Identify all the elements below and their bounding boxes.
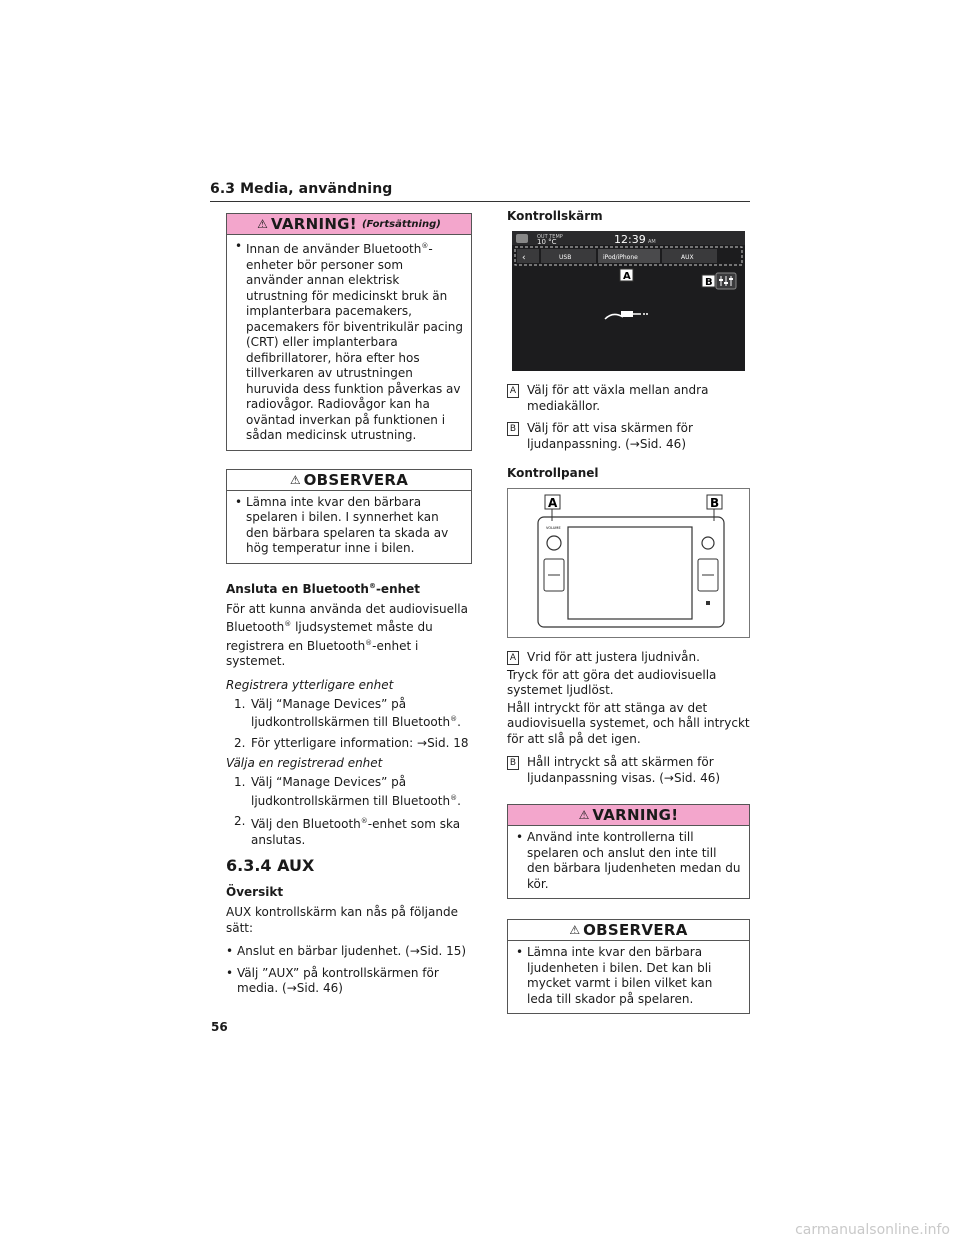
overview-bullet-1 bbox=[226, 944, 472, 960]
clock: 12:39 bbox=[614, 233, 646, 246]
registered-mark: ® bbox=[450, 793, 458, 802]
step-number: 2. bbox=[234, 735, 246, 750]
panel-item-b bbox=[507, 755, 750, 786]
volume-knob[interactable] bbox=[547, 536, 561, 550]
connect-paragraph bbox=[226, 602, 472, 670]
panel-item-a-text: Vrid för att justera ljudnivån. bbox=[527, 650, 700, 664]
control-panel-heading: Kontrollpanel bbox=[507, 466, 599, 480]
aux-section-title: 6.3.4 AUX bbox=[226, 856, 315, 875]
warning-bullet bbox=[235, 239, 463, 444]
bullet-dot-icon: • bbox=[516, 945, 524, 959]
bullet-text: Välj ”AUX” på kontrollskärmen för media. (→Sid. 46) bbox=[237, 965, 439, 995]
connect-p-part2: ljudsystemet måste du registrera en Bluetooth bbox=[226, 620, 433, 653]
bullet-dot-icon: • bbox=[235, 494, 243, 509]
registered-mark: ® bbox=[450, 715, 458, 723]
control-panel-figure bbox=[507, 488, 750, 638]
note-text-1: Lämna inte kvar den bärbara spelaren i bilen. I synnerhet kan den bärbara spelaren ta skada av hög temperatur inne i bilen. bbox=[246, 494, 449, 555]
sound-settings-icon[interactable] bbox=[719, 276, 733, 286]
out-temp-label: OUT TEMP bbox=[537, 234, 563, 240]
step-text: Välj “Manage Devices” på ljudkontrollskärmen till Bluetooth bbox=[251, 775, 451, 808]
back-arrow-icon[interactable]: ‹ bbox=[522, 253, 526, 263]
step-b-1 bbox=[234, 775, 472, 809]
right-column bbox=[507, 209, 750, 1032]
connect-p-part3: -enhet i systemet. bbox=[226, 638, 419, 668]
bullet-dot-icon: • bbox=[226, 944, 234, 958]
warning-triangle-icon: ⚠ bbox=[257, 217, 268, 231]
control-panel-illustration bbox=[508, 489, 749, 637]
step-text-tail: . bbox=[457, 793, 461, 808]
screen-item-b bbox=[507, 421, 750, 452]
control-screen-illustration bbox=[507, 231, 750, 371]
step-number: 1. bbox=[234, 696, 246, 711]
screen-item-b-text: Välj för att visa skärmen för ljudanpassning. (→Sid. 46) bbox=[527, 421, 693, 451]
panel-paragraph-2: Håll intryckt för att stänga av det audiovisuella systemet, och håll intryckt för att slå på det igen. bbox=[507, 700, 750, 746]
overview-paragraph: AUX kontrollskärm kan nås på följande sätt: bbox=[226, 905, 458, 935]
warning-bullet-2 bbox=[516, 830, 741, 892]
warning-subtitle: (Fortsättning) bbox=[361, 218, 441, 230]
note-title-1: OBSERVERA bbox=[303, 470, 409, 489]
warning-box-2 bbox=[507, 804, 750, 899]
panel-paragraph-1: Tryck för att göra det audiovisuella systemet ljudlöst. bbox=[507, 667, 717, 697]
step-a-1 bbox=[234, 697, 472, 731]
step-text: Välj “Manage Devices” på ljudkontrollskärmen till Bluetooth bbox=[251, 696, 451, 729]
volume-knob-label: VOLUME bbox=[546, 526, 561, 530]
warning-text-2: Använd inte kontrollerna till spelaren och anslut den inte till den bärbara ljudenheten medan du kör. bbox=[527, 830, 741, 891]
step-b-2 bbox=[234, 814, 472, 848]
step-text-tail: -enhet som ska anslutas. bbox=[251, 817, 461, 847]
page-number: 56 bbox=[211, 1020, 228, 1034]
tab-ipod[interactable]: iPod/iPhone bbox=[603, 254, 638, 261]
panel-callout-b: B bbox=[710, 496, 720, 510]
overview-bullet-2 bbox=[226, 966, 472, 997]
note-text-2: Lämna inte kvar den bärbara ljudenheten i bilen. Det kan bli mycket varmt i bilen vilket kan leda till skador på spelaren. bbox=[527, 945, 713, 1006]
registered-mark: ® bbox=[365, 638, 373, 647]
connect-heading-part2: -enhet bbox=[375, 581, 421, 596]
out-temp-value: 10 °C bbox=[537, 238, 557, 246]
registered-mark: ® bbox=[360, 817, 368, 825]
warning-continued-box bbox=[226, 213, 472, 451]
registered-mark: ® bbox=[284, 620, 292, 628]
section-header bbox=[210, 178, 750, 202]
tab-usb[interactable]: USB bbox=[559, 254, 572, 261]
warning-continued-header bbox=[227, 214, 471, 235]
panel-item-a bbox=[507, 650, 750, 666]
left-column bbox=[226, 213, 472, 1003]
label-a-badge: A bbox=[507, 384, 519, 398]
tab-aux[interactable]: AUX bbox=[681, 254, 694, 261]
warning-text-part2: -enheter bör personer som använder annan elektrisk utrustning för medicinskt bruk än implanterbara pacemakers, pacemakers för biventrikulär pacing (CRT) eller implanterbara defibrillatorer, höra efter hos tillverkaren av utrustningen huruvida dess funktion påverkas av radiovågor. Radiovågor kan ha oväntad inverkan på funktionen i sådan medicinsk utrustning. bbox=[246, 242, 463, 442]
step-text: Välj den Bluetooth bbox=[251, 817, 361, 831]
label-b-badge: B bbox=[507, 422, 519, 436]
clock-ampm: AM bbox=[648, 239, 656, 245]
step-number: 1. bbox=[234, 775, 246, 789]
warning-triangle-icon: ⚠ bbox=[578, 808, 590, 822]
panel-label-b-badge: B bbox=[507, 756, 519, 770]
watermark: carmanualsonline.info bbox=[795, 1222, 950, 1238]
bullet-dot-icon: • bbox=[516, 830, 524, 844]
screen-item-a bbox=[507, 383, 750, 414]
overview-heading: Översikt bbox=[226, 885, 284, 899]
warning-title-2: VARNING! bbox=[592, 806, 679, 824]
panel-item-b-text: Håll intryckt så att skärmen för ljudanpassning visas. (→Sid. 46) bbox=[527, 755, 721, 785]
select-registered-heading: Välja en registrerad enhet bbox=[226, 756, 383, 770]
callout-a: A bbox=[623, 271, 631, 282]
section-header-title: 6.3 Media, användning bbox=[210, 181, 393, 197]
control-screen-figure bbox=[507, 231, 750, 371]
note-title-2: OBSERVERA bbox=[583, 921, 688, 939]
control-screen-heading: Kontrollskärm bbox=[507, 209, 603, 223]
step-number: 2. bbox=[234, 814, 246, 828]
warning-text-part1: Innan de använder Bluetooth bbox=[246, 242, 422, 256]
connect-heading-part1: Ansluta en Bluetooth bbox=[226, 581, 369, 596]
step-a-2 bbox=[234, 736, 472, 752]
connect-p-part1: För att kunna använda det audiovisuella Bluetooth bbox=[226, 601, 468, 634]
caution-icon: ⚠ bbox=[289, 472, 301, 487]
connect-bluetooth-heading bbox=[226, 582, 472, 596]
note-box-2 bbox=[507, 919, 750, 1014]
warning-header-2 bbox=[508, 805, 749, 826]
warning-title: VARNING! bbox=[270, 215, 357, 233]
note-header-2 bbox=[508, 920, 749, 941]
note-bullet-1 bbox=[235, 495, 463, 557]
note-box-1 bbox=[226, 469, 472, 564]
panel-label-a-badge: A bbox=[507, 651, 519, 665]
step-text-tail: . bbox=[457, 715, 461, 729]
bullet-dot-icon: • bbox=[226, 965, 234, 980]
caution-icon: ⚠ bbox=[569, 923, 581, 937]
bullet-dot-icon: • bbox=[235, 239, 243, 253]
note-bullet-2 bbox=[516, 945, 741, 1007]
audio-mode-button[interactable] bbox=[702, 537, 714, 549]
bullet-text: Anslut en bärbar ljudenhet. (→Sid. 15) bbox=[237, 944, 467, 958]
registered-mark: ® bbox=[421, 242, 429, 250]
step-text: För ytterligare information: →Sid. 18 bbox=[251, 735, 469, 750]
callout-b: B bbox=[705, 277, 713, 288]
registered-mark: ® bbox=[368, 581, 376, 590]
note-header-1 bbox=[227, 470, 471, 491]
register-more-heading: Registrera ytterligare enhet bbox=[226, 677, 394, 692]
panel-callout-a: A bbox=[548, 496, 558, 510]
screen-item-a-text: Välj för att växla mellan andra mediakällor. bbox=[527, 383, 709, 413]
